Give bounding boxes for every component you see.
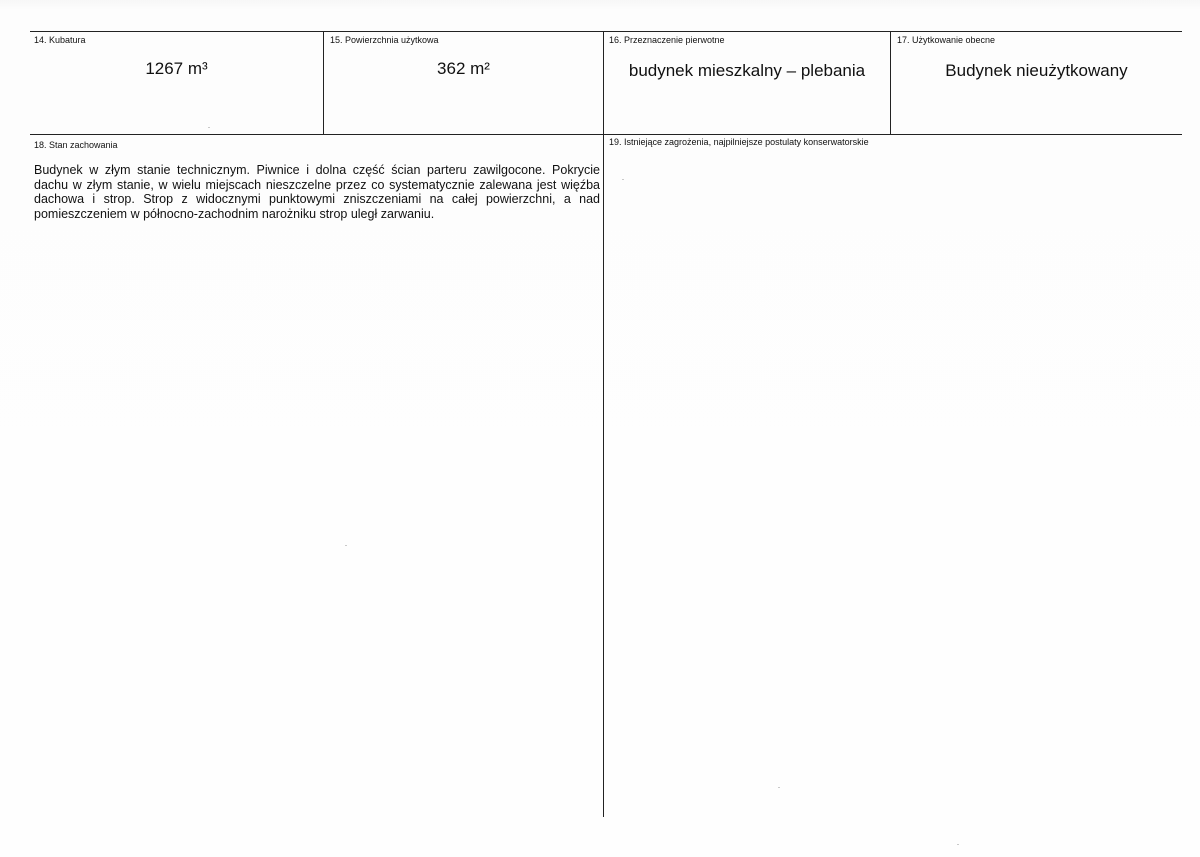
field-label: 17. Użytkowanie obecne [897, 35, 996, 45]
field-uzytkowanie [891, 31, 1182, 134]
field-label: 14. Kubatura [34, 35, 86, 45]
section-stan-zachowania [30, 135, 603, 817]
field-value: 1267 m³ [145, 59, 208, 78]
scan-speck [957, 844, 959, 845]
scan-speck [622, 179, 624, 180]
field-value: budynek mieszkalny – plebania [628, 61, 866, 80]
field-value: Budynek nieużytkowany [945, 61, 1128, 80]
field-label: 15. Powierzchnia użytkowa [330, 35, 439, 45]
section-label: 18. Stan zachowania [34, 140, 118, 150]
field-kubatura [30, 31, 323, 134]
condition-description: Budynek w złym stanie technicznym. Piwnice i dolna część ścian parteru zawilgocone. Pokrycie dachu w złym stanie, w wielu miejscach nieszczelne przez co systematycznie zalewana jest więźba dachowa i strop. Strop z widocznymi punktowymi zniszczeniami na całej powierzchni, a nad pomieszczeniem w północno-zachodnim narożniku strop uległ zarwaniu. [34, 163, 600, 221]
scan-speck [345, 545, 347, 546]
field-przeznaczenie [604, 31, 890, 134]
field-value: 362 m² [437, 59, 490, 78]
scan-speck [208, 127, 210, 128]
section-zagrozenia [604, 135, 1182, 817]
field-powierzchnia [324, 31, 603, 134]
field-label: 16. Przeznaczenie pierwotne [609, 35, 725, 45]
scan-speck [778, 787, 780, 788]
section-label: 19. Istniejące zagrożenia, najpilniejsze postulaty konserwatorskie [609, 137, 869, 147]
